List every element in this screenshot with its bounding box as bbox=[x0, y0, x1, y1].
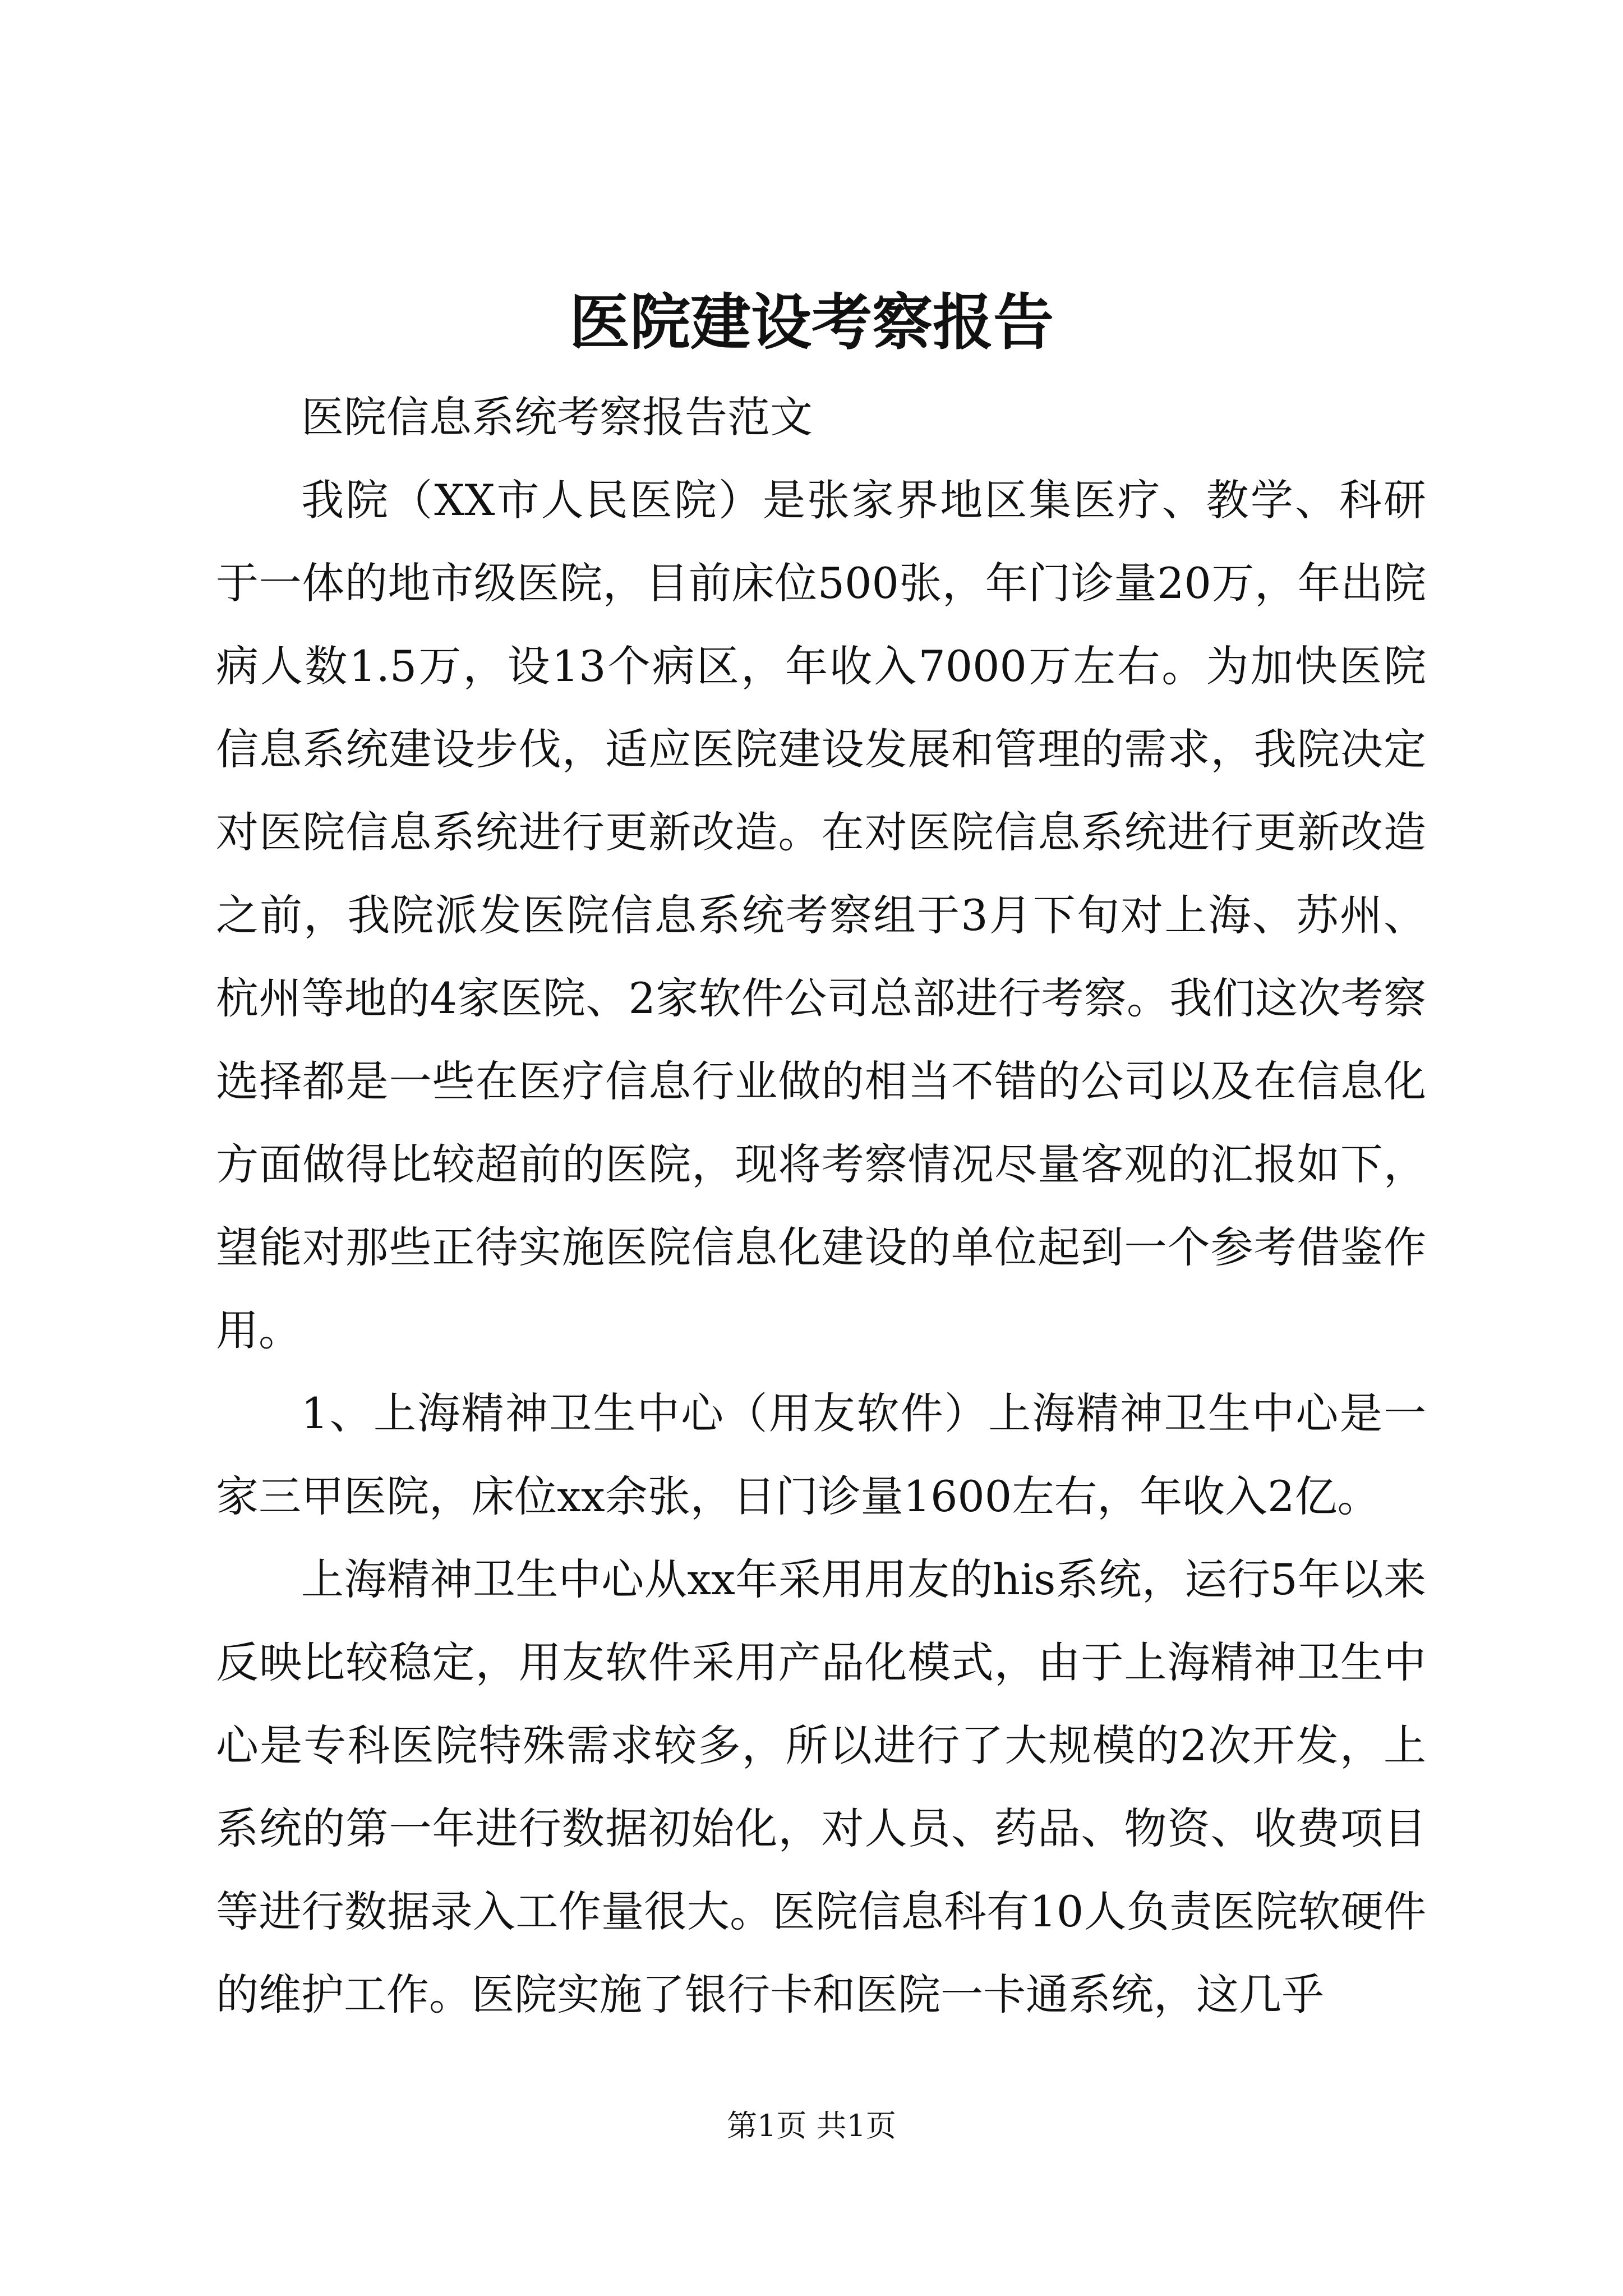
page-footer: 第1页 共1页 bbox=[727, 2108, 896, 2143]
document-body bbox=[216, 376, 1426, 2036]
paragraph: 上海精神卫生中心从xx年采用用友的his系统，运行5年以来反映比较稳定，用友软件采用产品化模式，由于上海精神卫生中心是专科医院特殊需求较多，所以进行了大规模的2次开发，上系统的第一年进行数据初始化，对人员、药品、物资、收费项目等进行数据录入工作量很大。医院信息科有10人负责医院软硬件的维护工作。医院实施了银行卡和医院一卡通系统，这几乎 bbox=[216, 1554, 1426, 2019]
paragraph: 医院信息系统考察报告范文 bbox=[301, 392, 813, 442]
document-title: 医院建设考察报告 bbox=[569, 287, 1054, 358]
paragraph: 我院（XX市人民医院）是张家界地区集医疗、教学、科研于一体的地市级医院，目前床位500张，年门诊量20万，年出院病人数1.5万，设13个病区，年收入7000万左右。为加快医院信息系统建设步伐，适应医院建设发展和管理的需求，我院决定对医院信息系统进行更新改造。在对医院信息系统进行更新改造之前，我院派发医院信息系统考察组于3月下旬对上海、苏州、杭州等地的4家医院、2家软件公司总部进行考察。我们这次考察选择都是一些在医疗信息行业做的相当不错的公司以及在信息化方面做得比较超前的医院，现将考察情况尽量客观的汇报如下，望能对那些正待实施医院信息化建设的单位起到一个参考借鉴作用。 bbox=[216, 475, 1426, 1355]
paragraph: 1、上海精神卫生中心（用友软件）上海精神卫生中心是一家三甲医院，床位xx余张，日门诊量1600左右，年收入2亿。 bbox=[216, 1388, 1426, 1521]
